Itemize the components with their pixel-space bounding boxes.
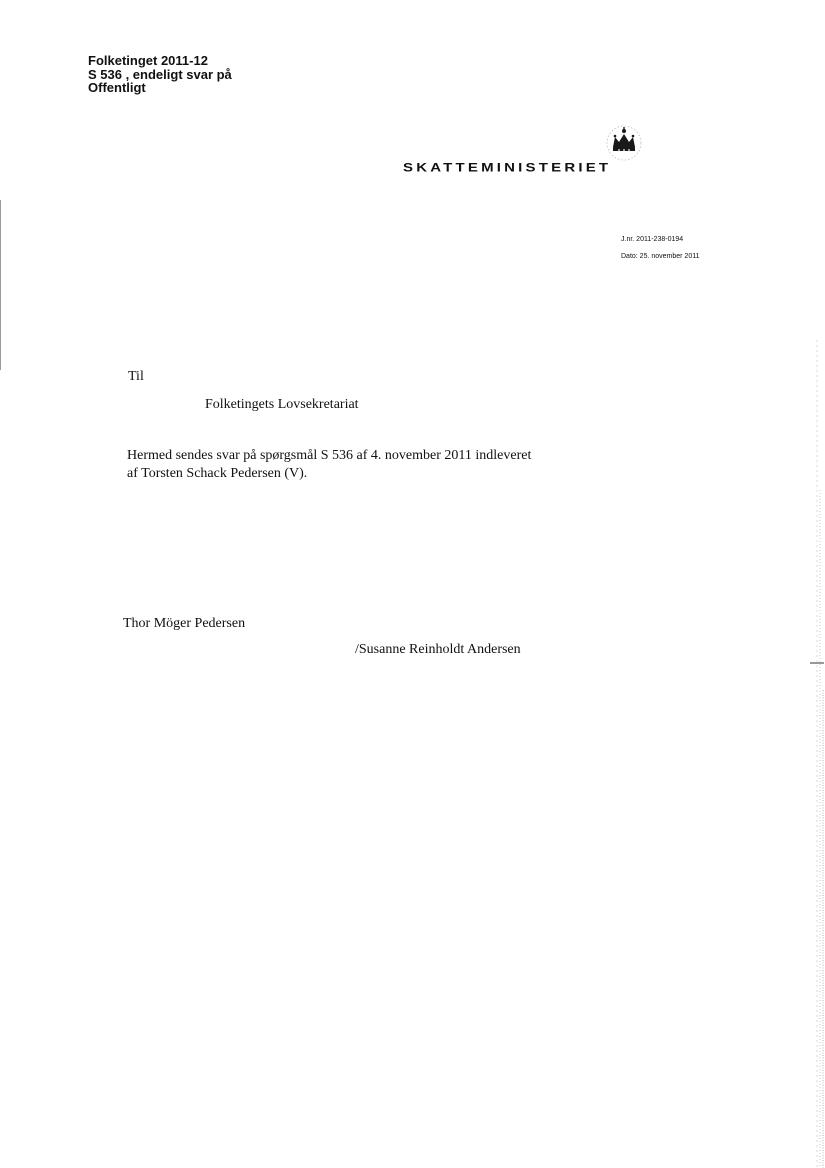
document-header	[88, 54, 232, 95]
letter-body	[127, 447, 531, 483]
parliament-session: Folketinget 2011-12	[88, 53, 208, 68]
letter-date: Dato: 25. november 2011	[621, 253, 700, 260]
royal-crown-crest-icon	[603, 123, 645, 163]
journal-number: J.nr. 2011-238-0194	[621, 236, 684, 243]
scan-edge-artifact	[807, 340, 825, 1168]
signature-official: /Susanne Reinholdt Andersen	[355, 642, 521, 657]
signature-minister: Thor Möger Pedersen	[123, 616, 246, 631]
reference-block	[621, 231, 699, 265]
ministry-name: SKATTEMINISTERIET	[403, 161, 612, 175]
recipient-name: Folketingets Lovsekretariat	[205, 397, 359, 412]
body-line: Hermed sendes svar på spørgsmål S 536 af 4. november 2011 indleveret	[127, 448, 532, 463]
scan-edge-line	[0, 200, 1, 370]
salutation-to: Til	[128, 369, 144, 384]
question-reference: S 536 , endeligt svar på	[88, 66, 232, 82]
body-line: af Torsten Schack Pedersen (V).	[127, 466, 308, 481]
publicity-status: Offentligt	[88, 80, 146, 95]
